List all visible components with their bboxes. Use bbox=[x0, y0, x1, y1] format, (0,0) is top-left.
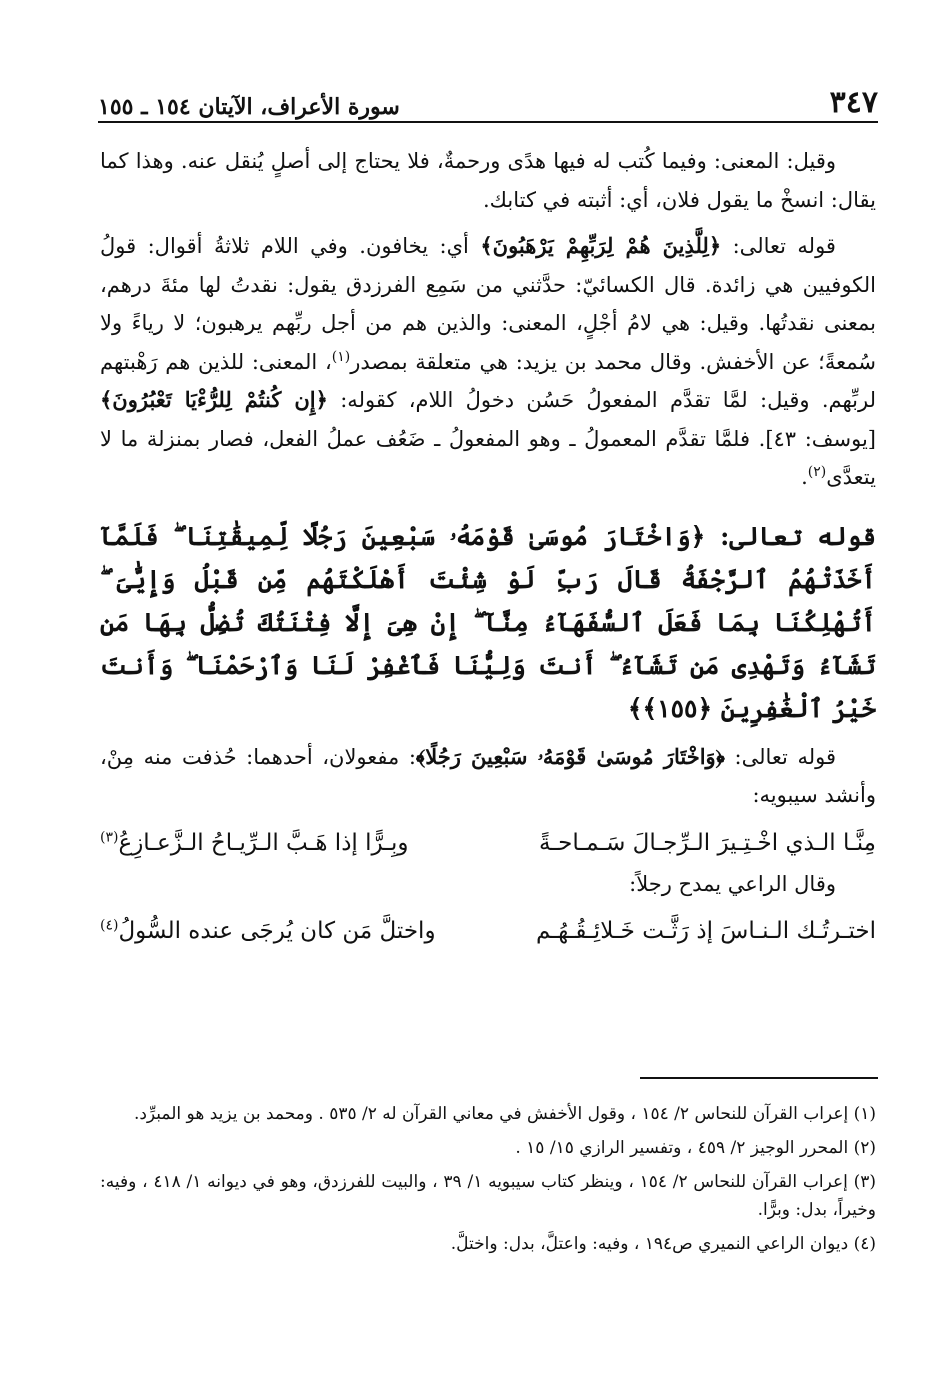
quran-quote-3: ﴿وَاخْتَارَ مُوسَىٰ قَوْمَهُۥ سَبْعِينَ رَجُلًا﴾ bbox=[415, 743, 725, 769]
running-title: سورة الأعراف، الآيتان ١٥٤ ـ ١٥٥ bbox=[98, 94, 400, 120]
page-header bbox=[98, 78, 878, 118]
poem-verse-1 bbox=[100, 821, 876, 865]
header-rule bbox=[98, 121, 878, 123]
footnote-4: (٤) ديوان الراعي النميري ص١٩٤ ، وفيه: واعتلَّ، بدل: واختلَّ. bbox=[450, 1234, 876, 1254]
paragraph-3 bbox=[100, 738, 876, 815]
paragraph-2 bbox=[100, 227, 876, 497]
poem-1-first-hemistich: مِنَّـا الـذي اخْـتِـيرَ الـرِّجـالَ سَـمـاحـةً bbox=[539, 829, 876, 856]
footnote-2: (٢) المحرر الوجيز ٢/ ٤٥٩ ، وتفسير الرازي ١٥/ ١٥ . bbox=[515, 1138, 876, 1158]
quran-verse-block bbox=[100, 515, 876, 730]
paragraph-1: وقيل: المعنى: وفيما كُتب له فيها هدًى ورحمةٌ، فلا يحتاج إلى أصلٍ يُنقل عنه. وهذا كما يقال: انسخْ ما يقول فلان، أي: أثبته في كتابك. bbox=[100, 149, 876, 212]
quran-quote-1: ﴿لِلَّذِينَ هُمْ لِرَبِّهِمْ يَرْهَبُونَ﴾ bbox=[480, 233, 722, 258]
poem-1-second-hemistich: وبِـرًّا إذا هَـبَّ الـرِّيـاحُ الـزَّعـازِعُ bbox=[118, 829, 409, 856]
quran-reference: [يوسف: ٤٣] bbox=[765, 426, 876, 451]
footnote-separator bbox=[640, 1077, 878, 1079]
paragraph-2-end: . bbox=[801, 465, 808, 489]
footnote-ref-4: (٤) bbox=[100, 917, 119, 934]
footnotes bbox=[100, 1100, 876, 1264]
footnote-ref-3: (٣) bbox=[100, 828, 119, 845]
paragraph-4: وقال الراعي يمدح رجلاً: bbox=[629, 871, 836, 896]
paragraph-2-text-a: أي: يخافون. وفي اللام ثلاثةُ أقوال: قولُ الكوفيين هي زائدة. قال الكسائيّ: حدَّثني من سَمِع الفرزدق يقول: نقدتُ لها مئةَ درهم، بمعنى نقدتُها. وقيل: هي لامُ أجْلٍ، المعنى: والذين هم من أجل ربِّهم يرهبون؛ لا رياءً ولا سُمعةً؛ عن الأخفش. وقال محمد بن يزيد: هي متعلقة بمصدر bbox=[100, 234, 876, 374]
paragraph-3-intro: قوله تعالى: bbox=[734, 744, 836, 769]
footnote-ref-2: (٢) bbox=[807, 464, 827, 480]
footnote-1: (١) إعراب القرآن للنحاس ٢/ ١٥٤ ، وقول الأخفش في معاني القرآن له ٢/ ٥٣٥ . ومحمد بن يزيد هو المبرِّد. bbox=[133, 1104, 876, 1124]
paragraph-2-text-b: ، المعنى: للذين هم رَهْبتهم لربِّهم. وقيل: لمَّا تقدَّم المفعولُ حَسُن دخولُ اللام، كقوله: bbox=[100, 349, 876, 412]
page-number: ٣٤٧ bbox=[829, 85, 878, 120]
poem-2-first-hemistich: اختـرتُـك الـنـاسَ إذ رَثَّـت خَـلائِـقُـهُـم bbox=[536, 918, 876, 944]
paragraph-2-text-c: . فلمَّا تقدَّم المعمولُ ـ وهو المفعولُ ـ ضَعُف عملُ الفعل، فصار بمنزلة ما لا يتعدَّى bbox=[100, 426, 876, 489]
footnote-3: (٣) إعراب القرآن للنحاس ٢/ ١٥٤ ، وينظر كتاب سيبويه ١/ ٣٩ ، والبيت للفرزدق، وهو في ديوانه ١/ ٤١٨ ، وفيه: وخيراً، بدل: وبرًّا. bbox=[100, 1172, 876, 1220]
paragraph-2-intro: قوله تعالى: bbox=[732, 234, 836, 258]
main-text bbox=[100, 142, 876, 953]
poem-verse-2 bbox=[100, 909, 876, 953]
footnote-ref-1: (١) bbox=[331, 348, 351, 365]
verse-text: ﴿وَاخْتَارَ مُوسَىٰ قَوْمَهُۥ سَبْعِينَ رَجُلًا لِّمِيقَٰتِنَا ۖ فَلَمَّآ أَخَذَتْهُمُ ٱلرَّجْفَةُ قَالَ رَبِّ لَوْ شِئْتَ أَهْلَكْتَهُم مِّن قَبْلُ وَإِيَّٰىَ ۖ أَتُهْلِكُنَا بِمَا فَعَلَ ٱلسُّفَهَآءُ مِنَّآ ۖ إِنْ هِىَ إِلَّا فِتْنَتُكَ تُضِلُّ بِهَا مَن تَشَآءُ وَتَهْدِى مَن تَشَآءُ ۖ أَنتَ وَلِيُّنَا فَٱغْفِرْ لَنَا وَٱرْحَمْنَا ۖ وَأَنتَ خَيْرُ ٱلْغَٰفِرِينَ ﴿١٥٥﴾﴾ bbox=[100, 521, 876, 723]
quran-quote-2: ﴿إِن كُنتُمْ لِلرُّءْيَا تَعْبُرُونَ﴾ bbox=[100, 387, 328, 412]
poem-1-second-hemistich-wrap bbox=[100, 821, 408, 865]
verse-intro: قوله تعالى: bbox=[720, 521, 876, 551]
paragraph-3-text: : مفعولان، أحدهما: حُذفت منه مِنْ، وأنشد سيبويه: bbox=[100, 744, 876, 807]
poem-2-second-hemistich: واختلَّ مَن كان يُرجَى عنده السُّولُ bbox=[118, 918, 436, 944]
poem-2-second-hemistich-wrap bbox=[100, 909, 436, 953]
